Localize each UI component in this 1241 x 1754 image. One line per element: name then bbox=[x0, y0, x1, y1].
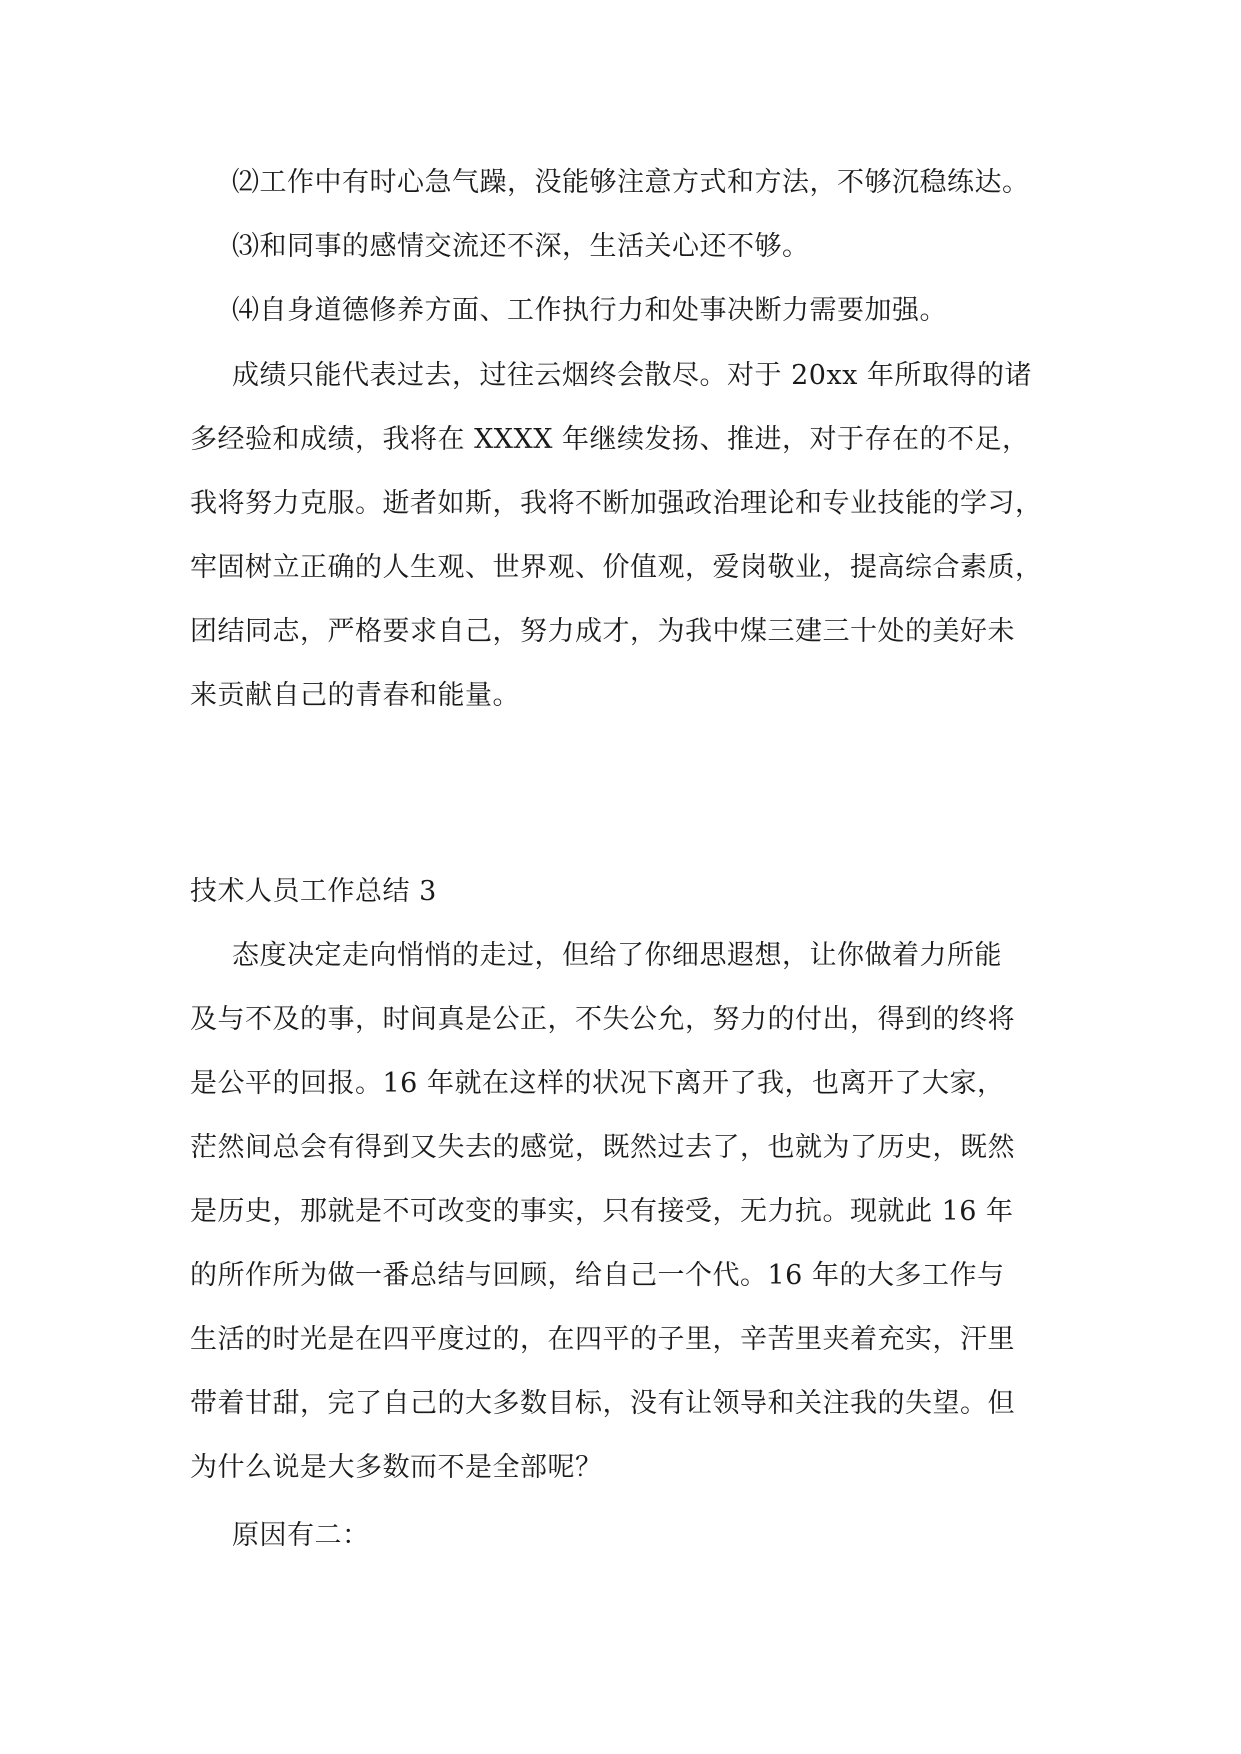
paragraph-line: 来贡献自己的青春和能量。 bbox=[190, 680, 520, 711]
paragraph-line: 牢固树立正确的人生观、世界观、价值观，爱岗敬业，提高综合素质， bbox=[190, 552, 1043, 583]
paragraph-line: 的所作所为做一番总结与回顾，给自己一个代。16 年的大多工作与 bbox=[190, 1260, 1005, 1291]
paragraph-line: 态度决定走向悄悄的走过，但给了你细思遐想，让你做着力所能 bbox=[232, 940, 1002, 971]
paragraph-line: 茫然间总会有得到又失去的感觉，既然过去了，也就为了历史，既然 bbox=[190, 1132, 1015, 1163]
list-item-2: ⑵工作中有时心急气躁，没能够注意方式和方法，不够沉稳练达。 bbox=[232, 167, 1030, 198]
paragraph-line: 生活的时光是在四平度过的，在四平的子里，辛苦里夹着充实，汗里 bbox=[190, 1324, 1015, 1355]
paragraph-line: 是历史，那就是不可改变的事实，只有接受，无力抗。现就此 16 年 bbox=[190, 1196, 1014, 1227]
reasons-intro: 原因有二： bbox=[232, 1520, 370, 1551]
paragraph-line: 为什么说是大多数而不是全部呢？ bbox=[190, 1452, 603, 1483]
paragraph-line: 我将努力克服。逝者如斯，我将不断加强政治理论和专业技能的学习， bbox=[190, 488, 1043, 519]
paragraph-line: 是公平的回报。16 年就在这样的状况下离开了我，也离开了大家， bbox=[190, 1068, 1005, 1099]
paragraph-line: 成绩只能代表过去，过往云烟终会散尽。对于 20xx 年所取得的诸 bbox=[232, 360, 1032, 391]
paragraph-line: 及与不及的事，时间真是公正，不失公允，努力的付出，得到的终将 bbox=[190, 1004, 1015, 1035]
paragraph-line: 多经验和成绩，我将在 XXXX 年继续发扬、推进，对于存在的不足， bbox=[190, 424, 1030, 455]
paragraph-line: 团结同志，严格要求自己，努力成才，为我中煤三建三十处的美好未 bbox=[190, 616, 1015, 647]
list-item-4: ⑷自身道德修养方面、工作执行力和处事决断力需要加强。 bbox=[232, 295, 947, 326]
paragraph-line: 带着甘甜，完了自己的大多数目标，没有让领导和关注我的失望。但 bbox=[190, 1388, 1015, 1419]
list-item-3: ⑶和同事的感情交流还不深，生活关心还不够。 bbox=[232, 231, 810, 262]
section-title: 技术人员工作总结 3 bbox=[190, 876, 437, 907]
